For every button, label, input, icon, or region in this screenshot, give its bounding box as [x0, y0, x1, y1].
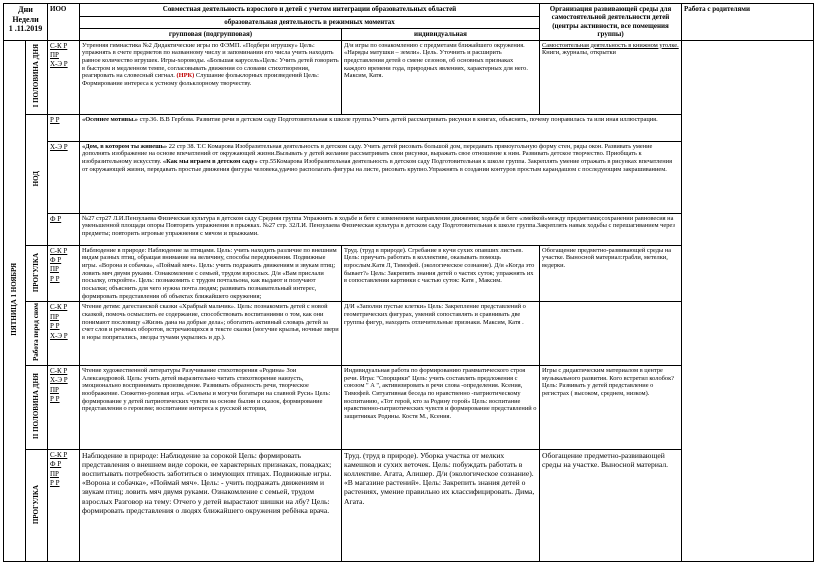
nod-speech-cell: «Осеннее мотивы.» стр.36. В.В Гербова. Развитие речи в детском саду Подготовительная к школе группа.Учить детей рассматривать рисунки в книгах, объяснять, почему понравилась та или иная иллюстрация.: [80, 114, 682, 141]
walk1-group-cell: Наблюдение в природе: Наблюдение за птицами. Цель: учить находить различие по внешним видам разных птиц, обращая внимание на величину, способы передвижения. Подвижные игры. «Ворона и собачка», «Поймай мяч». Цель: учить подражать движениям и звукам птиц; ловить мяч двумя руками. Ознакомление с семьей, трудом взрослых. Д/и «Вам прислали посылку, откройте». Цель: познакомить с трудом почтальона, как выдают и получают посылки; объяснить для чего нужна почта людям; развивать познавательный интерес, формировать представления об объектах ближайшего окружения;: [80, 245, 342, 302]
date-label: 1 .11.2019: [8, 24, 43, 34]
nod-code-1: Р Р: [48, 114, 80, 141]
parents-header: Работа с родителями: [682, 4, 814, 41]
section-morning: [26, 40, 48, 114]
nod-art-cell: «Дом, в котором ты живешь» 22 стр 38. Т.С Комарова Изобразительная деятельность в детском саду. Учить детей рисовать большой дом, передавать прямоугольную форму стен, ряды окон. Развивать умение дополнять изображение на основе впечатлений от окружающей жизни.Вызывать у детей желание рассматривать свои рисунки, выражать свое отношение к ним. Развивать детское творчество. Приобщать к изобразительному искусству. «Как мы играем в детском саду» стр.55Комарова Изобразительная деятельность в детском саду Подготовительная к школе группа. Закреплять умение отражать в рисунках впечатления от окружающей жизни, передавать простые движения фигуры человека,удачно располагать фигуры на листе, рисовать крупно.Упражнять в создании контуров простым карандашом с последующим закрашиванием.: [80, 141, 682, 213]
nod-physical-cell: №27 стр27 Л.И.Пензулаева Физическая культура в детском саду Средняя группа Упражнять в ходьбе и беге с изменением направления движения; ходьбе и беге «змейкой»между предметами;сохранении равновесия на уменьшенной площади опоры Повторять упражнения в прыжках. №27 стр. 32Л.И. Пензулаева Физическая культура в детском саду Подготовительная к школе группа.Закреплять навык ходьбы с перешагиванием через предметы; повторить игровые упражнения с мячом и прыжками.: [80, 213, 682, 245]
nrk-label: (НРК): [176, 72, 195, 80]
section-afternoon-label: II ПОЛОВИНА ДНЯ: [32, 373, 41, 440]
walk2-individual-cell: Труд. (труд в природе). Уборка участка от мелких камешков и сухих веточек. Цель: побуждать работать в коллективе. Агата, Алишер. Д/и (экологическое сознание). «В магазине растений». Цель: Закрепить знания детей о растениях, умение правильно их классифицировать. Дима, Агата.: [342, 450, 540, 562]
educational-header: образовательная деятельность в режимных моментах: [80, 17, 540, 29]
day-vertical-cell: [4, 40, 26, 561]
section-morning-label: I ПОЛОВИНА ДНЯ: [32, 44, 41, 108]
group-header: групповая (подгрупповая): [80, 28, 342, 40]
morning-environment-cell: Самостоятельная деятельность в книжном уголке. Книги, журналы, открытки: [540, 40, 682, 114]
section-afternoon: [26, 366, 48, 450]
section-nod: [26, 114, 48, 245]
section-before-sleep: [26, 302, 48, 366]
walk2-group-cell: Наблюдение в природе: Наблюдение за сорокой Цель: формировать представления о внешнем виде сороки, ее характерных признаках, повадках; воспитывать потребность заботиться о зимующих птицах. Подвижные игры. «Ворона и собачка», «Поймай мяч». Цель: - учить подражать движениям и звукам птиц; ловить мяч двумя руками. Ознакомление с семьей, трудом взрослых Разговор на тему: Отчего у детей вырастают шишки на лбу? Цель: формировать представления о людях ближайшего окружения ребёнка врача.: [80, 450, 342, 562]
walk1-environment-cell: Обогащение предметно-развивающей среды на участке. Выносной материал:грабли, метелки, ведерки.: [540, 245, 682, 302]
section-walk2: [26, 450, 48, 562]
afternoon-environment-cell: Игры с дидактическим материалом в центре музыкального развития. Кого встретил колобок? Цель: Развивать у детей представление о регистрах ( высоком, среднем, низком).: [540, 366, 682, 450]
walk1-individual-cell: Труд. (труд в природе). Сгребание в кучи сухих опавших листьев. Цель: приучать работать в коллективе, оказывать помощь взрослым.Катя Л, Тимофей. (экологическое сознание). Д/и «Когда это бывает?» Цель: Закрепить знания детей о частях суток; упражнять их в сопоставлении картинки с частью суток: Катя , Максим.: [342, 245, 540, 302]
before-sleep-individual-cell: Д/И «Заполни пустые клетки» Цель: Закрепление представлений о геометрических фигурах, умений сопоставлять и сравнивать две группы фигур, находить отличительные признаки. Максим, Катя .: [342, 302, 540, 366]
joint-activity-header: Совместная деятельность взрослого и детей с учетом интеграции образовательных областей: [80, 4, 540, 17]
environment-header: Организация развивающей среды для самостоятельной деятельности детей (центры активности, все помещения группы): [540, 4, 682, 41]
plan-table: [3, 3, 814, 562]
section-walk2-label: ПРОГУЛКА: [32, 484, 41, 524]
morning-group-cell: Утренняя гимнастика №2 Дидактические игры по ФЭМП. «Подбери игрушку» Цель: упражнять в счете предметов по названному числу и запоминании его числа учить находить равное количество игрушек. Игры-хороводы. «Большая карусель»Цель: Учить детей говорить в быстром и медленном темпе, согласовывать движения со словами стихотворения, реагировать на словесный сигнал. (НРК) Слушание фольклорных произведений Цель: Формирование интереса к устному фольклорному творчеству.: [80, 40, 342, 114]
walk2-codes: С-К Р Ф Р ПР Р Р: [48, 450, 80, 562]
walk1-codes: С-К Р Ф Р ПР Р Р: [48, 245, 80, 302]
day-label: Дни Недели: [12, 5, 39, 24]
nod-code-2: Х-Э Р: [48, 141, 80, 213]
section-walk1: [26, 245, 48, 302]
section-before-sleep-label: Работа перед сном: [32, 303, 41, 362]
before-sleep-group-cell: Чтение детям: дагестанской сказки «Храбрый мальчик». Цель: познакомить детей с новой сказкой, помочь осмыслить ее содержание, способствовать воспитаниями о том, как они понимают пословицу «Жизнь дана на добрые дела»; обогатить активный словарь детей за счет слов и речевых оборотов, встречающихся в тексте сказки (могучие крылья, ночные звери в норы попрятались, звезды тучами укрылись и др.).: [80, 302, 342, 366]
morning-individual-cell: Д/и игры по ознакомлению с предметами ближайшего окружения. «Наряды матушки – земли». Цель. Уточнить и расширить представления детей о смене сезонов, об основных признаках каждого времени года, природных явлениях, характерных для него. Максим, Катя.: [342, 40, 540, 114]
ioo-header: ИОО: [48, 4, 80, 41]
afternoon-codes: С-К Р Х-Э Р ПР Р Р: [48, 366, 80, 450]
day-vertical-label: ПЯТНИЦА 1 НОЯБРЯ: [10, 263, 19, 336]
section-nod-label: НОД: [32, 170, 41, 186]
afternoon-individual-cell: Индивидуальная работа по формированию грамматического строя речи. Игра: "Спорщики" Цель: учить составлять предложения с союзом " А ", активизировать в речи слова -определения. Ксения, Тимофей. Ситуативная беседа по нравственно -патриотическому воспитанию, «Тот герой, кто за Родину горой» Цель: воспитание нравственно-патриотических чувств и формирование представлений о защитниках Родины. Костя М., Ксения.: [342, 366, 540, 450]
day-header: [4, 4, 48, 41]
morning-codes: С-К Р ПР Х-Э Р: [48, 40, 80, 114]
before-sleep-environment-cell: [540, 302, 682, 366]
afternoon-group-cell: Чтение художественной литературы Разучивание стихотворения «Родина» Зои Александровой. Цель: учить детей выразительно читать стихотворение наизусть, эмоционально воспринимать произведение. Развивать образность речи, творческое воображение. Сюжетно-ролевая игра. «Сильны и могучи богатыри на славной Руси» Цель: формирование у детей патриотических чувств на основе былин и сказок, формирование представления о героизме; воспитание интереса к русской истории,: [80, 366, 342, 450]
nod-code-3: Ф Р: [48, 213, 80, 245]
parents-cell: [682, 40, 814, 561]
section-walk1-label: ПРОГУЛКА: [32, 252, 41, 292]
before-sleep-codes: С-К Р ПР Р Р Х-Э Р: [48, 302, 80, 366]
walk2-environment-cell: Обогащение предметно-развивающей среды на участке. Выносной материал.: [540, 450, 682, 562]
individual-header: индивидуальная: [342, 28, 540, 40]
